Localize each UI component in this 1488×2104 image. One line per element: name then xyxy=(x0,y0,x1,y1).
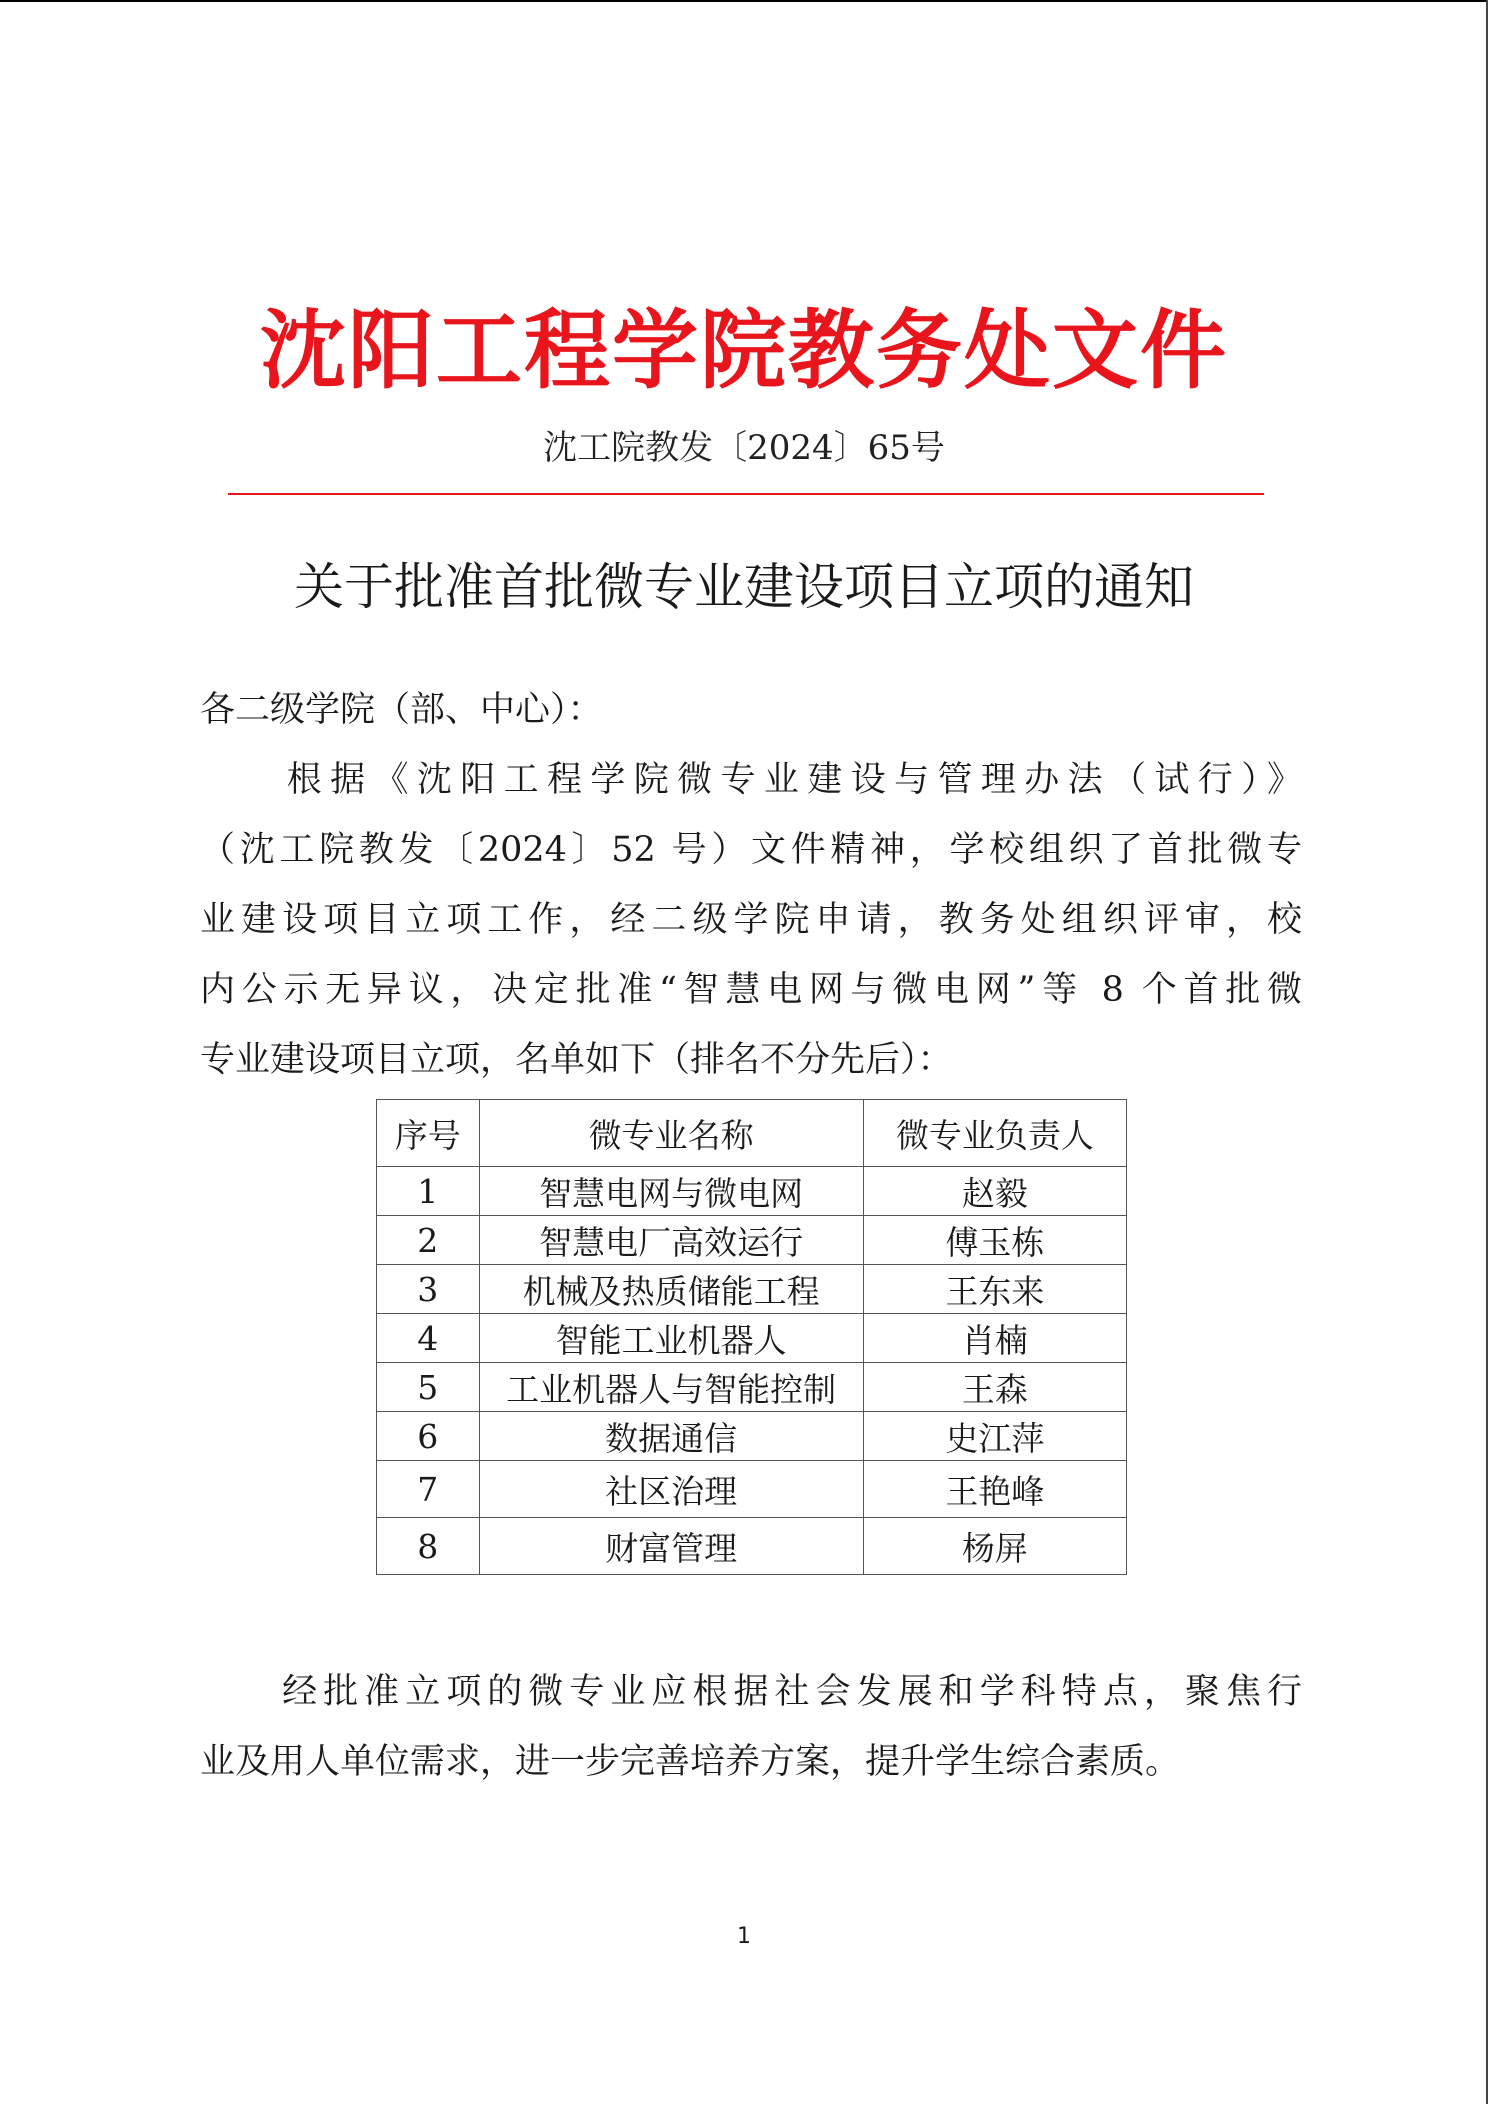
table-row xyxy=(377,1363,1127,1412)
paragraph1-line: 专业建设项目立项，名单如下（排名不分先后）： xyxy=(200,1040,953,1080)
header-cell-lead: 微专业负责人 xyxy=(863,1100,1126,1167)
cell-lead: 赵毅 xyxy=(863,1167,1126,1216)
cell-name: 机械及热质储能工程 xyxy=(479,1265,863,1314)
paragraph1-line: 根据《沈阳工程学院微专业建设与管理办法（试行）》 xyxy=(200,760,1302,800)
table-row xyxy=(377,1314,1127,1363)
table-row xyxy=(377,1216,1127,1265)
cell-name: 工业机器人与智能控制 xyxy=(479,1363,863,1412)
table-row xyxy=(377,1167,1127,1216)
cell-lead: 杨屏 xyxy=(863,1518,1126,1575)
cell-no: 4 xyxy=(377,1314,480,1363)
cell-no: 3 xyxy=(377,1265,480,1314)
cell-lead: 傅玉栋 xyxy=(863,1216,1126,1265)
notice-title: 关于批准首批微专业建设项目立项的通知 xyxy=(294,558,1194,616)
table-row xyxy=(377,1412,1127,1461)
cell-lead: 王森 xyxy=(863,1363,1126,1412)
cell-name: 财富管理 xyxy=(479,1518,863,1575)
paragraph2-line: 业及用人单位需求，进一步完善培养方案，提升学生综合素质。 xyxy=(200,1742,1181,1782)
paragraph2-line: 经批准立项的微专业应根据社会发展和学科特点，聚焦行 xyxy=(200,1672,1302,1712)
table-header-row xyxy=(377,1100,1127,1167)
cell-name: 智能工业机器人 xyxy=(479,1314,863,1363)
cell-no: 6 xyxy=(377,1412,480,1461)
doc-number: 沈工院教发〔2024〕65号 xyxy=(543,428,945,468)
cell-name: 智慧电网与微电网 xyxy=(479,1167,863,1216)
red-divider xyxy=(228,493,1264,495)
page-top-border xyxy=(0,0,1488,2)
cell-lead: 史江萍 xyxy=(863,1412,1126,1461)
paragraph1-line: （沈工院教发〔2024〕52 号）文件精神，学校组织了首批微专 xyxy=(200,830,1302,870)
cell-no: 1 xyxy=(377,1167,480,1216)
cell-no: 7 xyxy=(377,1461,480,1518)
salutation: 各二级学院（部、中心）： xyxy=(200,690,603,730)
cell-name: 智慧电厂高效运行 xyxy=(479,1216,863,1265)
header-cell-name: 微专业名称 xyxy=(479,1100,863,1167)
cell-no: 8 xyxy=(377,1518,480,1575)
org-title: 沈阳工程学院教务处文件 xyxy=(260,301,1228,401)
cell-no: 5 xyxy=(377,1363,480,1412)
cell-lead: 肖楠 xyxy=(863,1314,1126,1363)
cell-lead: 王东来 xyxy=(863,1265,1126,1314)
micro-major-table xyxy=(376,1099,1127,1575)
table-row xyxy=(377,1518,1127,1575)
cell-no: 2 xyxy=(377,1216,480,1265)
header-cell-no: 序号 xyxy=(377,1100,480,1167)
cell-name: 社区治理 xyxy=(479,1461,863,1518)
page-number: 1 xyxy=(737,1924,751,1949)
cell-name: 数据通信 xyxy=(479,1412,863,1461)
table-row xyxy=(377,1265,1127,1314)
paragraph1-line: 内公示无异议，决定批准“智慧电网与微电网”等 8 个首批微 xyxy=(200,970,1302,1010)
table-row xyxy=(377,1461,1127,1518)
paragraph1-line: 业建设项目立项工作，经二级学院申请，教务处组织评审，校 xyxy=(200,900,1302,940)
cell-lead: 王艳峰 xyxy=(863,1461,1126,1518)
